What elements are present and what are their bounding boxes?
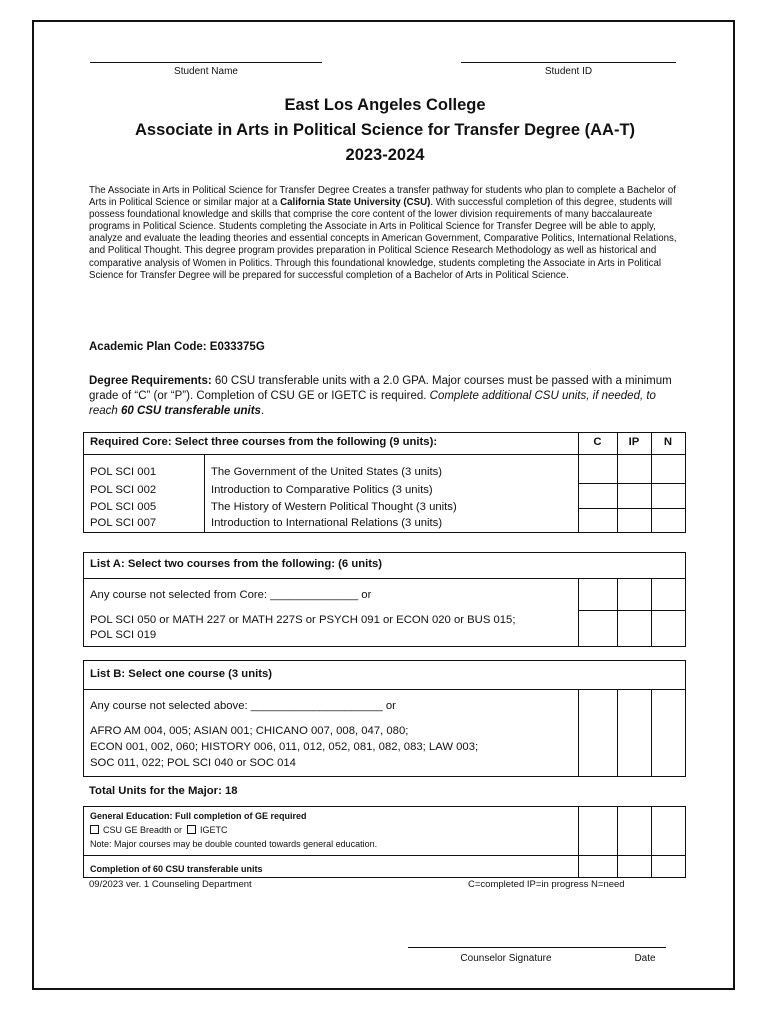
counselor-signature-label: Counselor Signature <box>460 953 552 964</box>
course-title: Introduction to International Relations (3 units) <box>211 517 443 529</box>
ge-header: General Education: Full completion of GE required <box>90 811 307 821</box>
general-education-table <box>83 806 686 878</box>
list-b-table <box>83 660 686 777</box>
list-a-row-2b: POL SCI 019 <box>90 629 157 641</box>
col-c-header: C <box>593 436 602 448</box>
student-name-label: Student Name <box>174 66 238 77</box>
col-n-header: N <box>663 436 673 448</box>
csu-ge-checkbox[interactable] <box>90 825 99 834</box>
course-title: The History of Western Political Thought (3 units) <box>211 501 457 513</box>
completion-row: Completion of 60 CSU transferable units <box>90 864 263 874</box>
list-b-header: List B: Select one course (3 units) <box>90 668 273 680</box>
intro-paragraph: The Associate in Arts in Political Science for Transfer Degree Creates a transfer pathway for students who plan to complete a Bachelor of Arts in Political Science or similar major at a California State University (CSU). With successful completion of this degree, students will possess foundational knowledge and skills that comprise the core content of the lower division requirements of many baccalaureate programs in Political Science. Students completing the Associate in Arts in Political Science for Transfer Degree will be able to apply, analyze and evaluate the leading theories and essential concepts in American Government, Comparative Politics, International Relations, and Political Thought. This degree program provides preparation in Political Science Research Methodology as well as historical and comparative analysis of Women in Politics. Through this foundational knowledge, students completing the Associate in Arts in Political Science for Transfer Degree will be prepared for successful completion of a Bachelor of Arts in Political Science. <box>89 185 677 281</box>
total-units: Total Units for the Major: 18 <box>89 785 238 797</box>
course-title: Introduction to Comparative Politics (3 units) <box>211 484 433 496</box>
college-title: East Los Angeles College <box>284 96 486 114</box>
student-id-label: Student ID <box>544 66 593 77</box>
list-a-table <box>83 552 686 647</box>
counselor-signature-line[interactable] <box>408 947 666 948</box>
academic-plan-code: Academic Plan Code: E033375G <box>89 341 265 353</box>
igetc-checkbox[interactable] <box>187 825 196 834</box>
year-title: 2023-2024 <box>345 146 425 164</box>
status-legend: C=completed IP=in progress N=need <box>468 879 625 890</box>
required-core-table <box>83 432 686 533</box>
list-a-row-1: Any course not selected from Core: ______________ or <box>90 589 372 601</box>
list-a-row-2: POL SCI 050 or MATH 227 or MATH 227S or PSYCH 091 or ECON 020 or BUS 015; <box>90 614 516 626</box>
degree-requirements: Degree Requirements: 60 CSU transferable units with a 2.0 GPA. Major courses must be passed with a minimum grade of “C” (or “P”). Completion of CSU GE or IGETC is required. Complete additional CSU units, if needed, to reach 60 CSU transferable units. <box>89 375 672 417</box>
ge-options: CSU GE Breadth or IGETC <box>90 825 228 835</box>
student-name-line[interactable] <box>90 62 322 63</box>
list-b-row-1: Any course not selected above: _____________________ or <box>90 700 396 712</box>
list-b-row-2b: ECON 001, 002, 060; HISTORY 006, 011, 012, 052, 081, 082, 083; LAW 003; <box>90 741 479 753</box>
course-code: POL SCI 005 <box>90 501 157 513</box>
course-code: POL SCI 001 <box>90 466 157 478</box>
ge-note: Note: Major courses may be double counted towards general education. <box>90 839 378 849</box>
core-header: Required Core: Select three courses from the following (9 units): <box>90 436 438 448</box>
course-title: The Government of the United States (3 units) <box>211 466 443 478</box>
date-label: Date <box>634 953 656 964</box>
version-info: 09/2023 ver. 1 Counseling Department <box>89 879 252 890</box>
course-code: POL SCI 007 <box>90 517 157 529</box>
course-code: POL SCI 002 <box>90 484 157 496</box>
list-b-row-2c: SOC 011, 022; POL SCI 040 or SOC 014 <box>90 757 296 769</box>
degree-title: Associate in Arts in Political Science for Transfer Degree (AA-T) <box>134 121 636 139</box>
list-a-header: List A: Select two courses from the following: (6 units) <box>90 558 383 570</box>
list-b-row-2: AFRO AM 004, 005; ASIAN 001; CHICANO 007, 008, 047, 080; <box>90 725 409 737</box>
student-id-line[interactable] <box>461 62 676 63</box>
col-ip-header: IP <box>628 436 640 448</box>
